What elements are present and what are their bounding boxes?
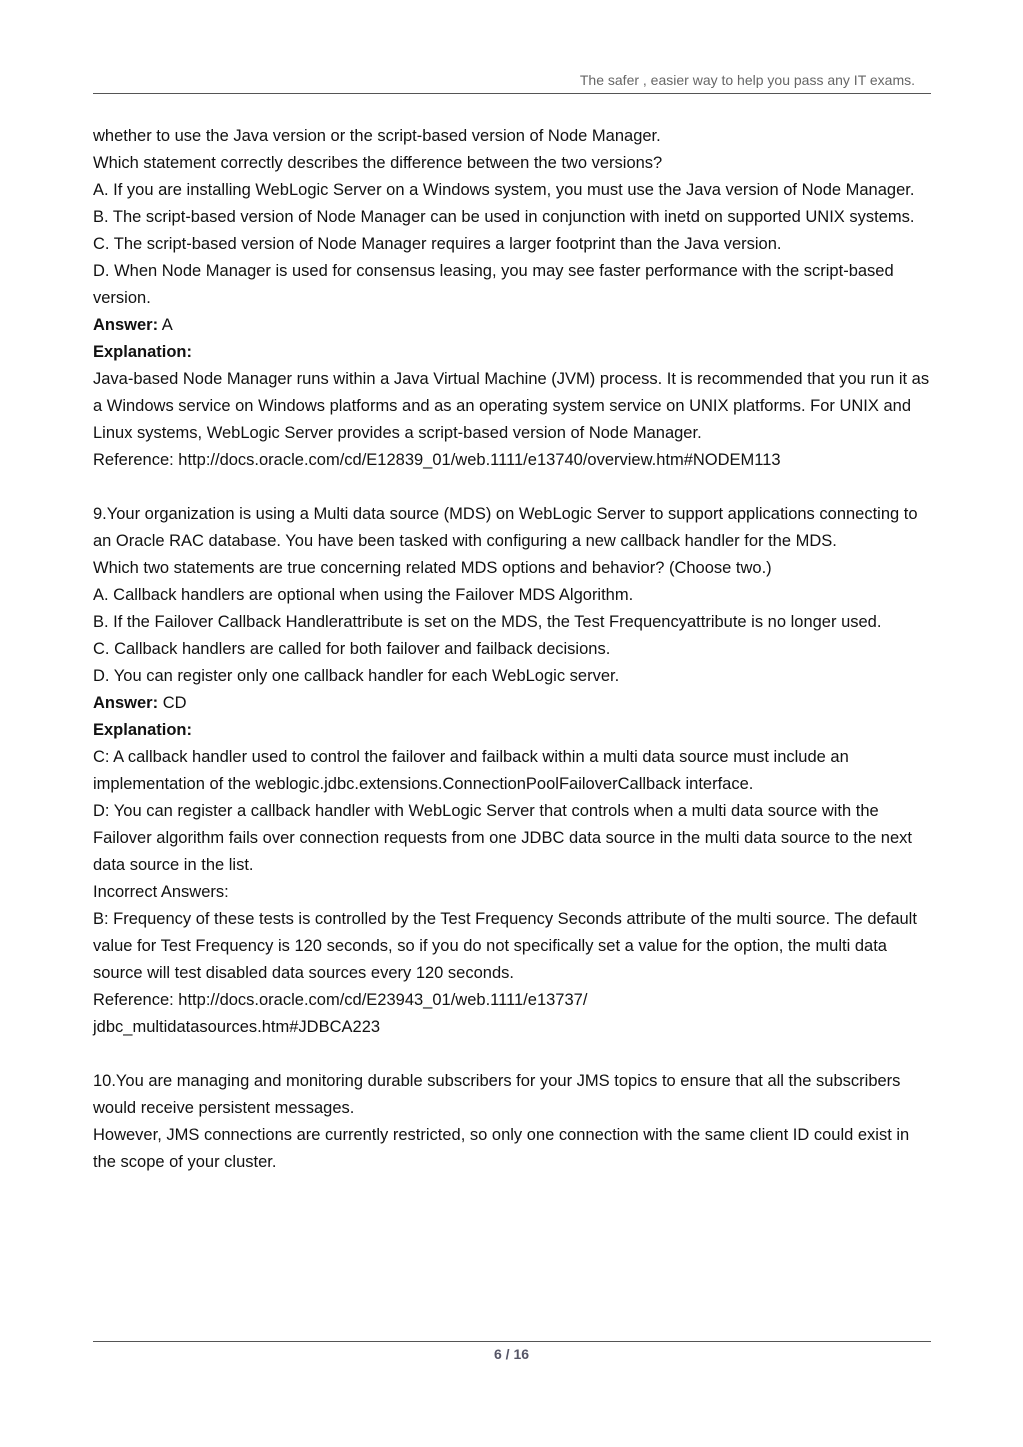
q10-question-text-cont: However, JMS connections are currently restricted, so only one connection with the same client ID could exist in the scope of your cluster. — [93, 1126, 910, 1171]
q8-answer — [93, 312, 933, 339]
q10-question-text: 10.You are managing and monitoring durable subscribers for your JMS topics to ensure that all the subscribers would receive persistent messages. — [93, 1072, 901, 1117]
answer-value: CD — [162, 694, 187, 712]
q9-answer — [93, 690, 933, 717]
q8-question-text: Which statement correctly describes the difference between the two versions? — [93, 154, 663, 172]
q9-option-c: C. Callback handlers are called for both failover and failback decisions. — [93, 640, 611, 658]
q9-reference: Reference: http://docs.oracle.com/cd/E23943_01/web.1111/e13737/ — [93, 991, 588, 1009]
spacer — [93, 1041, 933, 1068]
page-number: 6 / 16 — [493, 1346, 530, 1362]
q9-explanation-b: B: Frequency of these tests is controlled by the Test Frequency Seconds attribute of the multi source. The default value for Test Frequency is 120 seconds, so if you do not specifically set a value for the option, the multi data source will test disabled data sources every 120 seconds. — [93, 910, 917, 982]
q9-question-prompt: Which two statements are true concerning related MDS options and behavior? (Choose two.) — [93, 559, 772, 577]
answer-label: Answer: — [93, 694, 159, 712]
header-tagline: The safer , easier way to help you pass any IT exams. — [579, 72, 915, 88]
q8-explanation-label: Explanation: — [93, 343, 193, 361]
q9-explanation-c: C: A callback handler used to control the failover and failback within a multi data source must include an implementation of the weblogic.jdbc.extensions.ConnectionPoolFailoverCallback interface. — [93, 748, 849, 793]
page-content — [93, 123, 933, 1176]
q8-option-d: D. When Node Manager is used for consensus leasing, you may see faster performance with the script-based version. — [93, 262, 894, 307]
answer-label: Answer: — [93, 316, 159, 334]
q9-explanation-label: Explanation: — [93, 721, 193, 739]
q9-reference-cont: jdbc_multidatasources.htm#JDBCA223 — [93, 1018, 381, 1036]
footer-divider — [93, 1341, 931, 1342]
spacer — [93, 474, 933, 501]
header-divider — [93, 93, 931, 94]
q9-option-a: A. Callback handlers are optional when using the Failover MDS Algorithm. — [93, 586, 634, 604]
q8-explanation-text: Java-based Node Manager runs within a Java Virtual Machine (JVM) process. It is recommended that you run it as a Windows service on Windows platforms and as an operating system service on UNIX platforms. For UNIX and Linux systems, WebLogic Server provides a script-based version of Node Manager. — [93, 370, 930, 442]
q8-option-a: A. If you are installing WebLogic Server on a Windows system, you must use the Java version of Node Manager. — [93, 181, 915, 199]
q9-option-b: B. If the Failover Callback Handlerattribute is set on the MDS, the Test Frequencyattribute is no longer used. — [93, 613, 882, 631]
q9-incorrect-label: Incorrect Answers: — [93, 883, 229, 901]
q8-reference: Reference: http://docs.oracle.com/cd/E12839_01/web.1111/e13740/overview.htm#NODEM113 — [93, 451, 781, 469]
q8-option-c: C. The script-based version of Node Manager requires a larger footprint than the Java version. — [93, 235, 782, 253]
answer-value: A — [161, 316, 173, 334]
q9-question-text: 9.Your organization is using a Multi data source (MDS) on WebLogic Server to support applications connecting to an Oracle RAC database. You have been tasked with configuring a new callback handler for the MDS. — [93, 505, 918, 550]
q8-continuation-text: whether to use the Java version or the script-based version of Node Manager. — [93, 127, 661, 145]
q9-explanation-d: D: You can register a callback handler with WebLogic Server that controls when a multi data source with the Failover algorithm fails over connection requests from one JDBC data source in the multi data source to the next data source in the list. — [93, 802, 912, 874]
q8-option-b: B. The script-based version of Node Manager can be used in conjunction with inetd on supported UNIX systems. — [93, 208, 915, 226]
q9-option-d: D. You can register only one callback handler for each WebLogic server. — [93, 667, 620, 685]
